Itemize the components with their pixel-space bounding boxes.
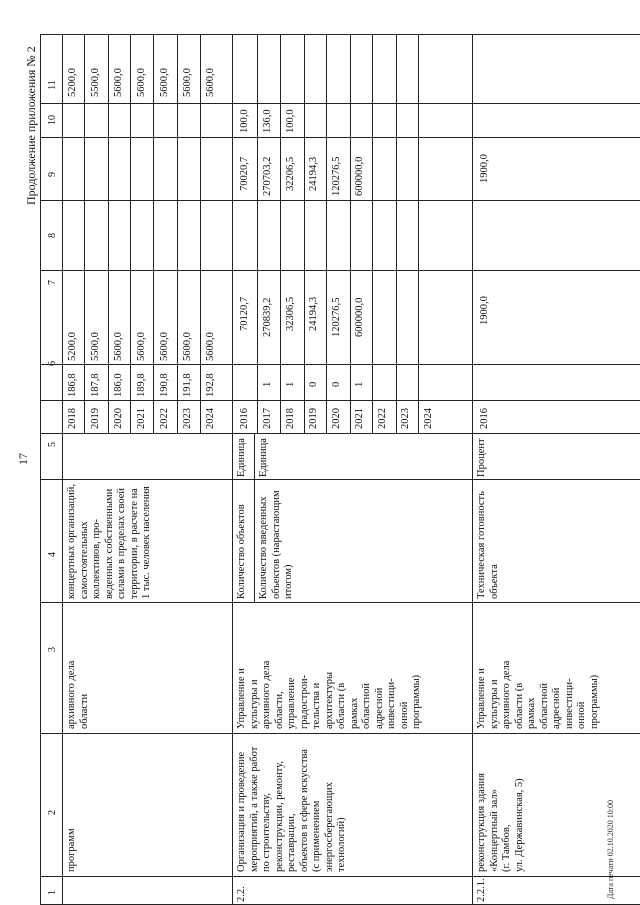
block2-col7-value: 270839,2	[262, 297, 273, 337]
block2-indicator-objects: Количество объектов	[236, 504, 247, 599]
block2-event-text: Организация и проведение мероприятий, а также работ по строительству, реконструкции, ремонту, реставрации, объектов в сфере искусства (с применением энергосберегающих технологий)	[236, 746, 347, 872]
block1-col11-value: 5600,0	[113, 68, 124, 97]
header-col-2: 2	[47, 810, 58, 815]
header-col-9: 9	[47, 172, 58, 177]
block1-col11-value: 5500,0	[90, 68, 101, 97]
block2-col6-value: 0	[331, 381, 342, 387]
block2-year: 2024	[423, 408, 434, 429]
block2-year: 2018	[285, 408, 296, 429]
header-col-7: 7	[47, 280, 58, 285]
header-col-3: 3	[47, 647, 58, 652]
block1-col11-value: 5600,0	[159, 68, 170, 97]
block2-year: 2022	[377, 408, 388, 429]
block2-col6-value: 0	[308, 381, 319, 387]
block1-year: 2022	[159, 408, 170, 429]
block1-col11-value: 5600,0	[205, 68, 216, 97]
block1-year: 2021	[136, 408, 147, 429]
block1-year: 2024	[205, 408, 216, 429]
print-date-stamp: Дата печати 02.10.2020 10:00	[606, 800, 615, 899]
block1-col6-value: 190,8	[159, 373, 170, 397]
block3-col9-value: 1900,0	[479, 154, 490, 183]
block2-col9-value: 270703,2	[262, 156, 273, 196]
block2-col9-value: 24194,3	[308, 156, 319, 191]
header-col-6: 6	[47, 361, 58, 366]
block2-indicator-commissioned: Количество введенных объектов (нарастающим итогом)	[258, 490, 294, 599]
block1-col7-value: 5600,0	[205, 332, 216, 361]
block1-indicator-text: концертных организаций, самостоятельных коллективов, про- веденных собственными силами в пределах своей территории, в расчете на 1 тыс. человек населения	[66, 484, 152, 599]
block1-year: 2023	[182, 408, 193, 429]
block2-year: 2021	[354, 408, 365, 429]
block1-col6-value: 187,8	[90, 373, 101, 397]
block2-unit-b: Единица	[258, 438, 269, 477]
block2-col10-value: 100,0	[285, 109, 296, 133]
block2-col7-value: 24194,3	[308, 296, 319, 331]
block2-year: 2016	[239, 408, 250, 429]
block2-year: 2020	[331, 408, 342, 429]
block1-col6-value: 189,8	[136, 373, 147, 397]
block1-col7-value: 5500,0	[90, 332, 101, 361]
block2-number: 2.2.	[236, 886, 247, 902]
block1-col11-value: 5200,0	[67, 68, 78, 97]
block2-col7-value: 70120,7	[239, 296, 250, 331]
block2-year: 2019	[308, 408, 319, 429]
block1-col6-value: 186,8	[67, 373, 78, 397]
block2-executor-text: Управление и культуры и архивного дела области, управление градострои- тельства и архитектуры области (в рамках областной адресной инвестици- онной программы)	[236, 660, 422, 729]
block2-col9-value: 32206,5	[285, 156, 296, 191]
block3-col7-value: 1900,0	[479, 296, 490, 325]
page-number: 17	[16, 453, 30, 465]
header-col-1: 1	[47, 890, 58, 895]
block3-unit: Процент	[476, 438, 487, 477]
block1-col7-value: 5600,0	[113, 332, 124, 361]
header-col-8: 8	[47, 233, 58, 238]
block1-col6-value: 191,8	[182, 373, 193, 397]
header-col-11: 11	[47, 80, 58, 90]
block3-indicator-text: Техническая готовность объекта	[476, 491, 500, 599]
block2-col9-value: 600000,0	[354, 156, 365, 196]
block3-year: 2016	[479, 408, 490, 429]
block3-number: 2.2.1.	[476, 878, 487, 902]
block1-year: 2018	[67, 408, 78, 429]
block2-col10-value: 136,0	[262, 109, 273, 133]
block2-unit-a: Единица	[236, 438, 247, 477]
block1-col11-value: 5600,0	[136, 68, 147, 97]
header-col-10: 10	[47, 115, 58, 125]
block1-year: 2019	[90, 408, 101, 429]
block1-col7-value: 5200,0	[67, 332, 78, 361]
block2-year: 2017	[262, 408, 273, 429]
block2-col7-value: 600000,0	[354, 297, 365, 337]
block3-executor-text: Управление и культуры и архивного дела области (в рамках областной адресной инвестици- онной программы)	[476, 660, 600, 729]
block2-col9-value: 120276,5	[331, 156, 342, 196]
block2-col6-value: 1	[285, 381, 296, 387]
block1-program-text: программ	[66, 828, 77, 872]
block2-col6-value: 1	[354, 381, 365, 387]
block3-object-text: реконструкция здания «Концертный зал» (г. Тамбов, ул. Державинская, 5)	[476, 773, 525, 872]
block2-col9-value: 70020,7	[239, 156, 250, 191]
block2-col10-value: 100,0	[239, 109, 250, 133]
header-col-5: 5	[47, 442, 58, 447]
block2-col6-value: 1	[262, 381, 273, 387]
block1-col7-value: 5600,0	[182, 332, 193, 361]
block2-col7-value: 120276,5	[331, 297, 342, 337]
block1-year: 2020	[113, 408, 124, 429]
block1-col7-value: 5600,0	[159, 332, 170, 361]
block1-col6-value: 186,0	[113, 373, 124, 397]
header-col-4: 4	[47, 552, 58, 557]
block1-executor-text: архивного дела области	[66, 660, 90, 729]
block1-col7-value: 5600,0	[136, 332, 147, 361]
appendix-label: Продолжение приложения № 2	[24, 46, 38, 205]
block2-col7-value: 32306,5	[285, 296, 296, 331]
block2-year: 2023	[400, 408, 411, 429]
block1-col11-value: 5600,0	[182, 68, 193, 97]
block1-col6-value: 192,8	[205, 373, 216, 397]
